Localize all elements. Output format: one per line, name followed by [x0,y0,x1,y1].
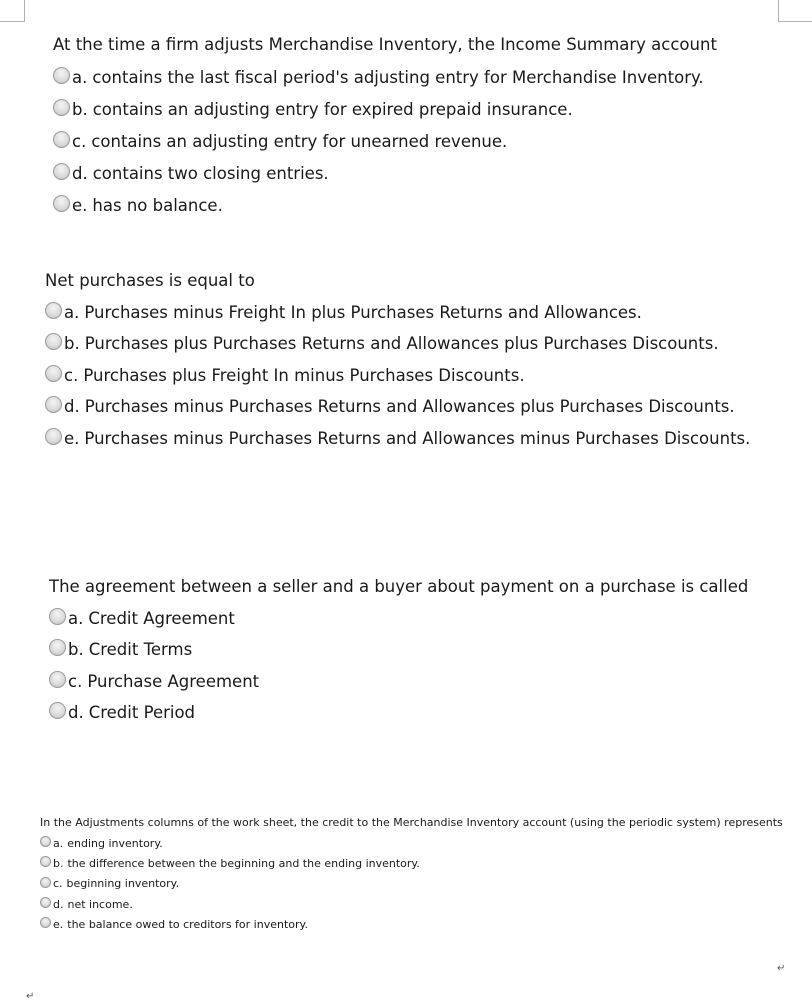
radio-button[interactable] [53,67,70,84]
option-text: Purchases minus Purchases Returns and Allowances minus Purchases Discounts. [84,428,751,448]
option-e[interactable] [40,914,783,934]
option-text: contains two closing entries. [92,163,329,183]
option-text: Purchases minus Freight In plus Purchases Returns and Allowances. [84,302,642,322]
radio-button[interactable] [40,897,51,908]
option-text: Purchases plus Freight In minus Purchases Discounts. [83,365,525,385]
option-b[interactable] [53,93,717,125]
radio-button[interactable] [40,917,51,928]
option-letter: d. [53,897,64,911]
paragraph-mark-icon: ↵ [26,991,35,1002]
option-a[interactable] [45,297,750,329]
question-text: At the time a firm adjusts Merchandise Inventory, the Income Summary account [53,35,717,54]
radio-button[interactable] [40,836,51,847]
option-e[interactable] [45,423,750,455]
radio-button[interactable] [40,877,51,888]
radio-button[interactable] [49,671,66,688]
option-c[interactable] [53,125,717,157]
radio-button[interactable] [49,639,66,656]
option-c[interactable] [49,666,748,698]
radio-button[interactable] [45,396,62,413]
option-b[interactable] [49,634,748,666]
page-corner-top-right [778,0,812,22]
option-letter: c. [68,671,83,691]
option-letter: d. [72,163,88,183]
radio-button[interactable] [53,163,70,180]
question-4 [40,813,783,934]
option-letter: c. [64,365,79,385]
option-letter: a. [64,302,80,322]
option-text: Purchases minus Purchases Returns and Allowances plus Purchases Discounts. [84,397,735,417]
page-corner-top-left [0,0,25,22]
option-letter: b. [53,856,64,870]
option-text: Purchases plus Purchases Returns and Allowances plus Purchases Discounts. [84,334,719,354]
option-text: contains an adjusting entry for unearned revenue. [91,131,508,151]
radio-button[interactable] [45,428,62,445]
radio-button[interactable] [49,608,66,625]
radio-button[interactable] [45,365,62,382]
question-text: In the Adjustments columns of the work sheet, the credit to the Merchandise Inventory account (using the periodic system) represents [40,816,783,829]
option-text: the balance owed to creditors for inventory. [67,917,308,931]
option-letter: d. [64,397,80,417]
option-d[interactable] [53,157,717,189]
option-letter: b. [72,99,88,119]
option-text: contains the last fiscal period's adjusting entry for Merchandise Inventory. [92,67,704,87]
option-letter: a. [68,608,84,628]
option-text: Credit Terms [88,640,193,660]
radio-button[interactable] [40,856,51,867]
option-text: the difference between the beginning and the ending inventory. [67,856,420,870]
option-text: Credit Period [88,703,196,723]
radio-button[interactable] [49,702,66,719]
option-letter: e. [72,195,88,215]
option-c[interactable] [45,360,750,392]
option-c[interactable] [40,874,783,894]
option-letter: a. [72,67,88,87]
radio-button[interactable] [53,195,70,212]
question-text: The agreement between a seller and a buyer about payment on a purchase is called [49,577,749,596]
option-text: has no balance. [92,195,223,215]
option-b[interactable] [40,853,783,873]
question-2 [45,265,750,454]
radio-button[interactable] [45,302,62,319]
option-letter: c. [72,131,87,151]
option-text: net income. [67,897,133,911]
option-letter: b. [68,640,84,660]
option-letter: c. [53,877,63,891]
option-letter: d. [68,703,84,723]
option-letter: b. [64,334,80,354]
option-a[interactable] [49,603,748,635]
radio-button[interactable] [45,333,62,350]
question-1 [53,29,717,221]
option-a[interactable] [53,61,717,93]
option-d[interactable] [49,697,748,729]
option-e[interactable] [53,189,717,221]
paragraph-mark-icon: ↵ [777,963,786,974]
question-3 [49,571,748,729]
option-b[interactable] [45,328,750,360]
option-text: beginning inventory. [66,877,180,891]
option-text: ending inventory. [67,836,163,850]
option-d[interactable] [45,391,750,423]
question-text: Net purchases is equal to [45,271,255,290]
option-d[interactable] [40,894,783,914]
radio-button[interactable] [53,131,70,148]
option-letter: a. [53,836,64,850]
option-text: Credit Agreement [88,608,235,628]
option-a[interactable] [40,833,783,853]
option-letter: e. [53,917,64,931]
radio-button[interactable] [53,99,70,116]
option-letter: e. [64,428,80,448]
option-text: contains an adjusting entry for expired prepaid insurance. [92,99,573,119]
option-text: Purchase Agreement [87,671,260,691]
